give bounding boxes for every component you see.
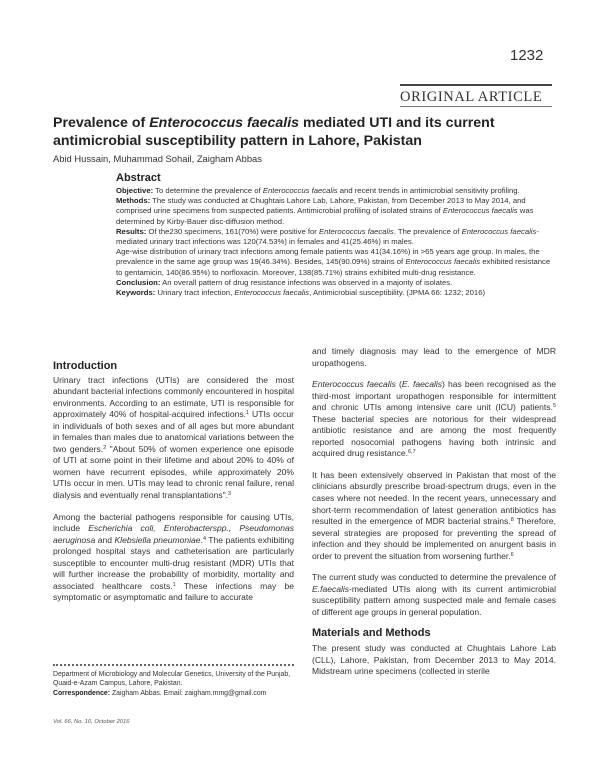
abstract-body (116, 186, 556, 298)
header-rule-bottom (400, 106, 552, 107)
intro-paragraph-4: Enterococcus faecalis (E. faecalis) has been recognised as the third-most important uropathogen responsible for intermittent and chronic UTIs among intensive care unit (ICU) patients.$^5$ These bacterial species are notorious for their widespread antibiotic resistance and are among the most frequently reported nosocomial pathogens having both intrinsic and acquired drug resistance.$^{6,7}$ (312, 379, 557, 459)
abstract-methods: Methods: The study was conducted at Chughtais Lahore Lab, Lahore, Pakistan, from December 2013 to May 2014, and comprised urine specimens from suspected patients. Antimicrobial profiling of isolated strains of Enterococcus faecalis was determined by Kirby-Bauer disc-diffusion method. (116, 196, 534, 226)
footnote-divider (53, 664, 294, 666)
journal-issue-line: Vol. 66, No. 10, October 2016 (53, 719, 130, 725)
author-list: Abid Hussain, Muhammad Sohail, Zaigham Abbas (53, 153, 262, 164)
intro-paragraph-6: The current study was conducted to determine the prevalence of E.faecalis-mediated UTIs along with its current antimicrobial susceptibility pattern among suspected male and female cases of different age groups in general population. (312, 572, 556, 617)
header-rule (400, 84, 552, 86)
intro-paragraph-5: It has been extensively observed in Pakistan that most of the clinicians absurdly prescribe broad-spectrum drugs, even in the cases where not needed. In the recent years, unnecessary and short-term recommendation of latest generation antibiotics has resulted in the emergence of MDR bacterial strains.$^8$ Therefore, several strategies are proposed for preventing the spread of infection and they should be implemented on anurgent basis in order to prevent the situation from worsening further.$^6$ (312, 469, 556, 561)
methods-paragraph-1: The present study was conducted at Chughtais Lahore Lab (CLL), Lahore, Pakistan, from December 2013 to May 2014. Midstream urine specimens (collected in sterile (312, 643, 556, 677)
introduction-heading: Introduction (53, 360, 118, 372)
intro-paragraph-3: and timely diagnosis may lead to the emergence of MDR uropathogens. (312, 346, 556, 368)
abstract-conclusion: Conclusion: An overall pattern of drug resistance infections was observed in a majority of isolates. (116, 277, 453, 287)
abstract-keywords: Keywords: Urinary tract infection, Enterococcus faecalis, Antimicrobial susceptibility. (JPMA 66: 1232; 2016) (116, 288, 486, 298)
abstract-heading: Abstract (116, 172, 161, 184)
abstract-results: Results: Of the230 specimens, 161(70%) were positive for Enterococcus faecalis. The prevalence of Enterococcus faecalis-mediated urinary tract infections was 120(74.53%) in females and 41(25.46%) in males. (116, 226, 539, 247)
left-column (53, 361, 294, 614)
intro-paragraph-2: Among the bacterial pathogens responsible for causing UTIs, include Escherichia coli, Enterobacterspp., Pseudomonas aeruginosa and Klebsiella pneumoniae.$^4$ The patients exhibiting prolonged hospital stays and catheterisation are particularly susceptible to encounter multi-drug resistant (MDR) UTIs that will further increase the probability of morbidity, mortality and associated healthcare costs.$^1$ These infections may be symptomatic or asymptomatic and failure to accurate (53, 511, 295, 603)
page-number: 1232 (510, 47, 544, 64)
affiliation: Department of Microbiology and Molecular Genetics, University of the Punjab, Quaid-e-Azam Campus, Lahore, Pakistan. (53, 671, 291, 688)
footnote (53, 670, 298, 698)
right-column (312, 346, 556, 688)
article-type: ORIGINAL ARTICLE (400, 89, 543, 105)
abstract-results-continued: Age-wise distribution of urinary tract infections among female patients was 41(34.16%) in >65 years age group. In males, the prevalence in the same age group was 19(46.34%). Besides, 145(90.09%) strains of Enterococcus faecalis exhibited resistance to gentamicin, 140(86.95%) to norfloxacin. Moreover, 138(85.71%) strains exhibited multi-drug resistance. (116, 247, 551, 277)
article-title: Prevalence of Enterococcus faecalis mediated UTI and its current antimicrobial susceptibility pattern in Lahore, Pakistan (53, 115, 495, 149)
correspondence: Correspondence: Zaigham Abbas. Email: zaigham.mmg@gmail.com (53, 689, 267, 697)
abstract-objective: Objective: To determine the prevalence of Enterococcus faecalis and recent trends in antimicrobial sensitivity profiling. (116, 186, 520, 195)
intro-paragraph-1: Urinary tract infections (UTIs) are considered the most abundant bacterial infections commonly encountered in hospital environments. According to an estimate, UTI is responsible for approximately 40% of hospital-acquired infections.$^1$ UTIs occur in individuals of both sexes and of all ages but more abundant in females than males due to anatomical variations between the two genders.$^2$ "About 50% of women experience one episode of UTI at some point in their lifetime and about 20% to 40% of women have recurrent episodes, while approximately 20% UTIs occur in men. UTIs may lead to chronic renal failure, renal dialysis and eventually renal transplantations".$^3$ (53, 374, 294, 501)
materials-methods-heading: Materials and Methods (312, 627, 431, 640)
